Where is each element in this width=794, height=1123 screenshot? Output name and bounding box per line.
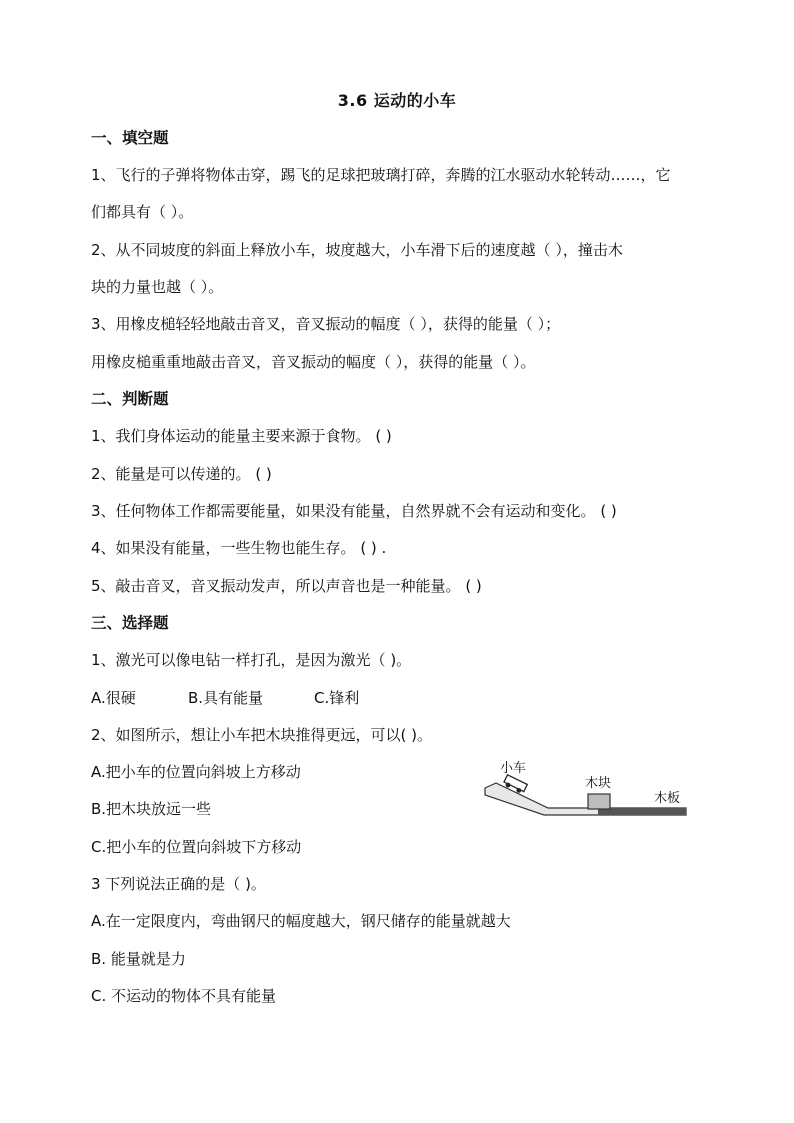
fill-q3-line1: 3、用橡皮槌轻轻地敲击音叉，音叉振动的幅度（ ），获得的能量（ ）； <box>91 315 561 333</box>
choice-q2-option-a: A.把小车的位置向斜坡上方移动 <box>91 763 301 781</box>
choice-q1-options <box>91 688 359 708</box>
choice-q2-stem: 2、如图所示，想让小车把木块推得更远，可以( )。 <box>91 726 433 744</box>
fill-q1-line2: 们都具有（ ）。 <box>91 203 194 221</box>
choice-q1-option-c: C.锋利 <box>314 689 360 707</box>
section-heading-fill-in: 一、填空题 <box>91 129 169 147</box>
tf-q2: 2、能量是可以传递的。 ( ) <box>91 465 272 483</box>
fill-q1-line1: 1、飞行的子弹将物体击穿，踢飞的足球把玻璃打碎，奔腾的江水驱动水轮转动……，它 <box>91 166 671 184</box>
section-heading-true-false: 二、判断题 <box>91 390 169 408</box>
fill-q2-line1: 2、从不同坡度的斜面上释放小车，坡度越大，小车滑下后的速度越（ ），撞击木 <box>91 241 623 259</box>
fill-q3-line2: 用橡皮槌重重地敲击音叉，音叉振动的幅度（ ），获得的能量（ ）。 <box>91 353 536 371</box>
choice-q3-option-c: C. 不运动的物体不具有能量 <box>91 987 277 1005</box>
section-heading-choice: 三、选择题 <box>91 614 169 632</box>
tf-q3: 3、任何物体工作都需要能量，如果没有能量，自然界就不会有运动和变化。 ( ) <box>91 502 617 520</box>
choice-q2-option-b: B.把木块放远一些 <box>91 800 212 818</box>
choice-q3-option-b: B. 能量就是力 <box>91 950 186 968</box>
choice-q2-option-c: C.把小车的位置向斜坡下方移动 <box>91 838 302 856</box>
block-label: 木块 <box>585 776 612 791</box>
car-label: 小车 <box>500 761 527 776</box>
choice-q1-stem: 1、激光可以像电钻一样打孔，是因为激光（ )。 <box>91 651 412 669</box>
ramp-car-block-diagram <box>478 756 692 824</box>
board-shading <box>598 808 686 815</box>
page-title: 3.6 运动的小车 <box>337 91 457 110</box>
choice-q1-option-a: A.很硬 <box>91 689 136 707</box>
tf-q4: 4、如果没有能量，一些生物也能生存。 ( ) . <box>91 539 387 557</box>
choice-q3-stem: 3 下列说法正确的是（ )。 <box>91 875 266 893</box>
choice-q3-option-a: A.在一定限度内，弯曲钢尺的幅度越大，钢尺储存的能量就越大 <box>91 912 511 930</box>
board-label: 木板 <box>654 791 681 806</box>
tf-q1: 1、我们身体运动的能量主要来源于食物。 ( ) <box>91 427 392 445</box>
choice-q1-option-b: B.具有能量 <box>188 689 264 707</box>
wooden-block-shape <box>588 794 610 809</box>
fill-q2-line2: 块的力量也越（ ）。 <box>91 278 224 296</box>
tf-q5: 5、敲击音叉，音叉振动发声，所以声音也是一种能量。 ( ) <box>91 577 482 595</box>
